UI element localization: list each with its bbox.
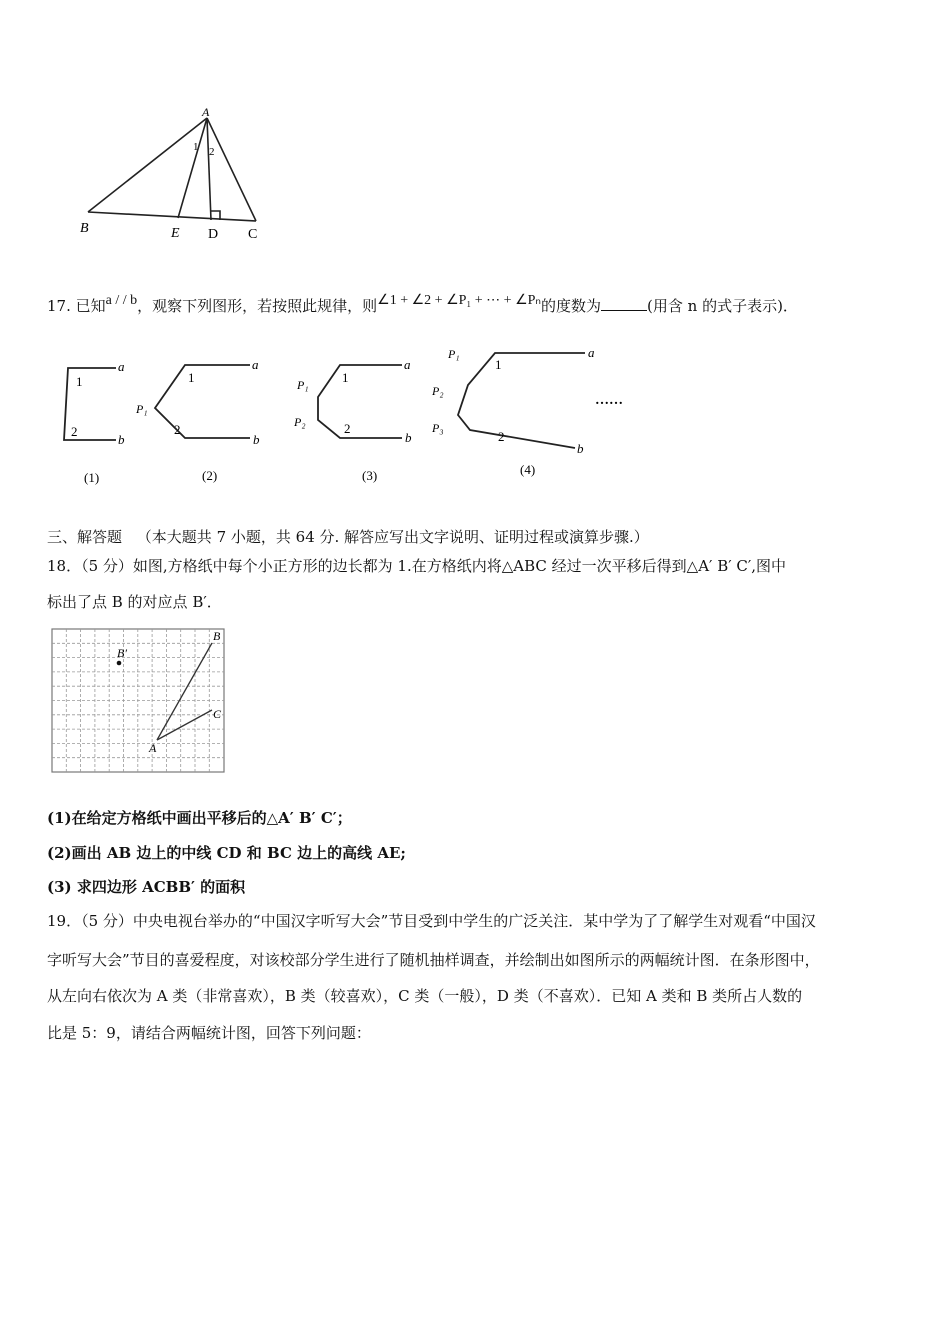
label-C: C: [248, 227, 258, 242]
q18-line-1: 18．（5 分）如图,方格纸中每个小正方形的边长都为 1.在方格纸内将△ABC 经过一次平移后得到△A′ B′ C′,图中: [47, 557, 787, 575]
angle-1-label: 1: [193, 141, 199, 153]
q18-item-1: (1)在给定方格纸中画出平移后的△A′ B′ C′；: [47, 809, 352, 827]
q19-line-1: 19．（5 分）中央电视台举办的“中国汉字听写大会”节目受到中学生的广泛关注．某中学为了了解学生对观看“中国汉: [47, 912, 816, 930]
fig3-angle-1: 1: [342, 370, 349, 385]
parallel-lines-figures: [50, 340, 650, 490]
grid-label-Bprime: B′: [117, 646, 127, 660]
q18-item-2: (2)画出 AB 边上的中线 CD 和 BC 边上的高线 AE;: [47, 844, 406, 862]
fig3-angle-2: 2: [344, 421, 351, 436]
fig3-a-label: a: [404, 357, 411, 372]
triangle-figure: [70, 105, 280, 245]
q17-text: [47, 293, 798, 318]
figures-ellipsis: ……: [595, 393, 623, 408]
grid-figure: [50, 627, 228, 775]
fig2-a-label: a: [252, 357, 259, 372]
fig1-a-label: a: [118, 359, 125, 374]
q17-answer-blank[interactable]: [601, 296, 647, 311]
fig1-angle-1: 1: [76, 374, 83, 389]
fig3-b-label: b: [405, 430, 412, 445]
fig1-b-label: b: [118, 432, 125, 447]
section-header: [47, 527, 649, 547]
q17-number: 17.: [47, 297, 71, 315]
fig3-p2-label: P₂: [294, 415, 306, 429]
label-A: A: [202, 105, 210, 119]
q18-item-3: (3) 求四边形 ACBB′ 的面积: [47, 878, 246, 896]
label-B: B: [80, 221, 89, 236]
q17-tail1: 的度数为: [541, 297, 602, 315]
q18-line-2: 标出了点 B 的对应点 B′．: [47, 593, 222, 611]
fig4-p2-label: P₂: [432, 384, 444, 398]
grid-label-C: C: [213, 707, 222, 721]
fig4-angle-1: 1: [495, 357, 502, 372]
section-title: 三、解答题: [47, 528, 123, 546]
q19-line-3: 从左向右依次为 A 类（非常喜欢），B 类（较喜欢），C 类（一般），D 类（不喜欢）．已知 A 类和 B 类所占人数的: [47, 987, 803, 1005]
grid-label-B: B: [213, 629, 221, 643]
q17-tail2: (用含 n 的式子表示)．: [647, 297, 798, 315]
fig2-p1-label: P₁: [136, 402, 148, 416]
q17-lead: 已知: [75, 297, 106, 315]
grid-label-A: A: [149, 741, 157, 755]
q17-condition: a / / b: [105, 293, 138, 308]
section-note: （本大题共 7 小题，共 64 分. 解答应写出文字说明、证明过程或演算步骤.）: [136, 528, 649, 546]
fig3-caption: (3): [362, 468, 378, 483]
fig4-p3-label: P₃: [432, 421, 444, 435]
fig1-angle-2: 2: [71, 424, 78, 439]
angle-2-label: 2: [209, 146, 215, 158]
fig2-b-label: b: [253, 432, 260, 447]
q17-expression: ∠1 + ∠2 + ∠P₁ + ⋯ + ∠Pₙ: [377, 293, 541, 308]
fig2-caption: (2): [202, 468, 218, 483]
label-E: E: [171, 226, 180, 241]
fig4-b-label: b: [577, 441, 584, 456]
fig4-a-label: a: [588, 345, 595, 360]
q19-line-2: 字听写大会”节目的喜爱程度，对该校部分学生进行了随机抽样调查，并绘制出如图所示的两幅统计图．在条形图中，: [47, 951, 820, 969]
q17-mid: ，观察下列图形，若按照此规律，则: [137, 297, 378, 315]
q19-line-4: 比是 5：9，请结合两幅统计图，回答下列问题：: [47, 1024, 371, 1042]
label-D: D: [208, 227, 219, 242]
fig4-angle-2: 2: [498, 429, 505, 444]
fig3-p1-label: P₁: [297, 378, 309, 392]
fig2-angle-1: 1: [188, 370, 195, 385]
fig1-caption: (1): [84, 470, 100, 485]
fig4-p1-label: P₁: [448, 347, 460, 361]
fig4-caption: (4): [520, 462, 536, 477]
fig2-angle-2: 2: [174, 422, 181, 437]
